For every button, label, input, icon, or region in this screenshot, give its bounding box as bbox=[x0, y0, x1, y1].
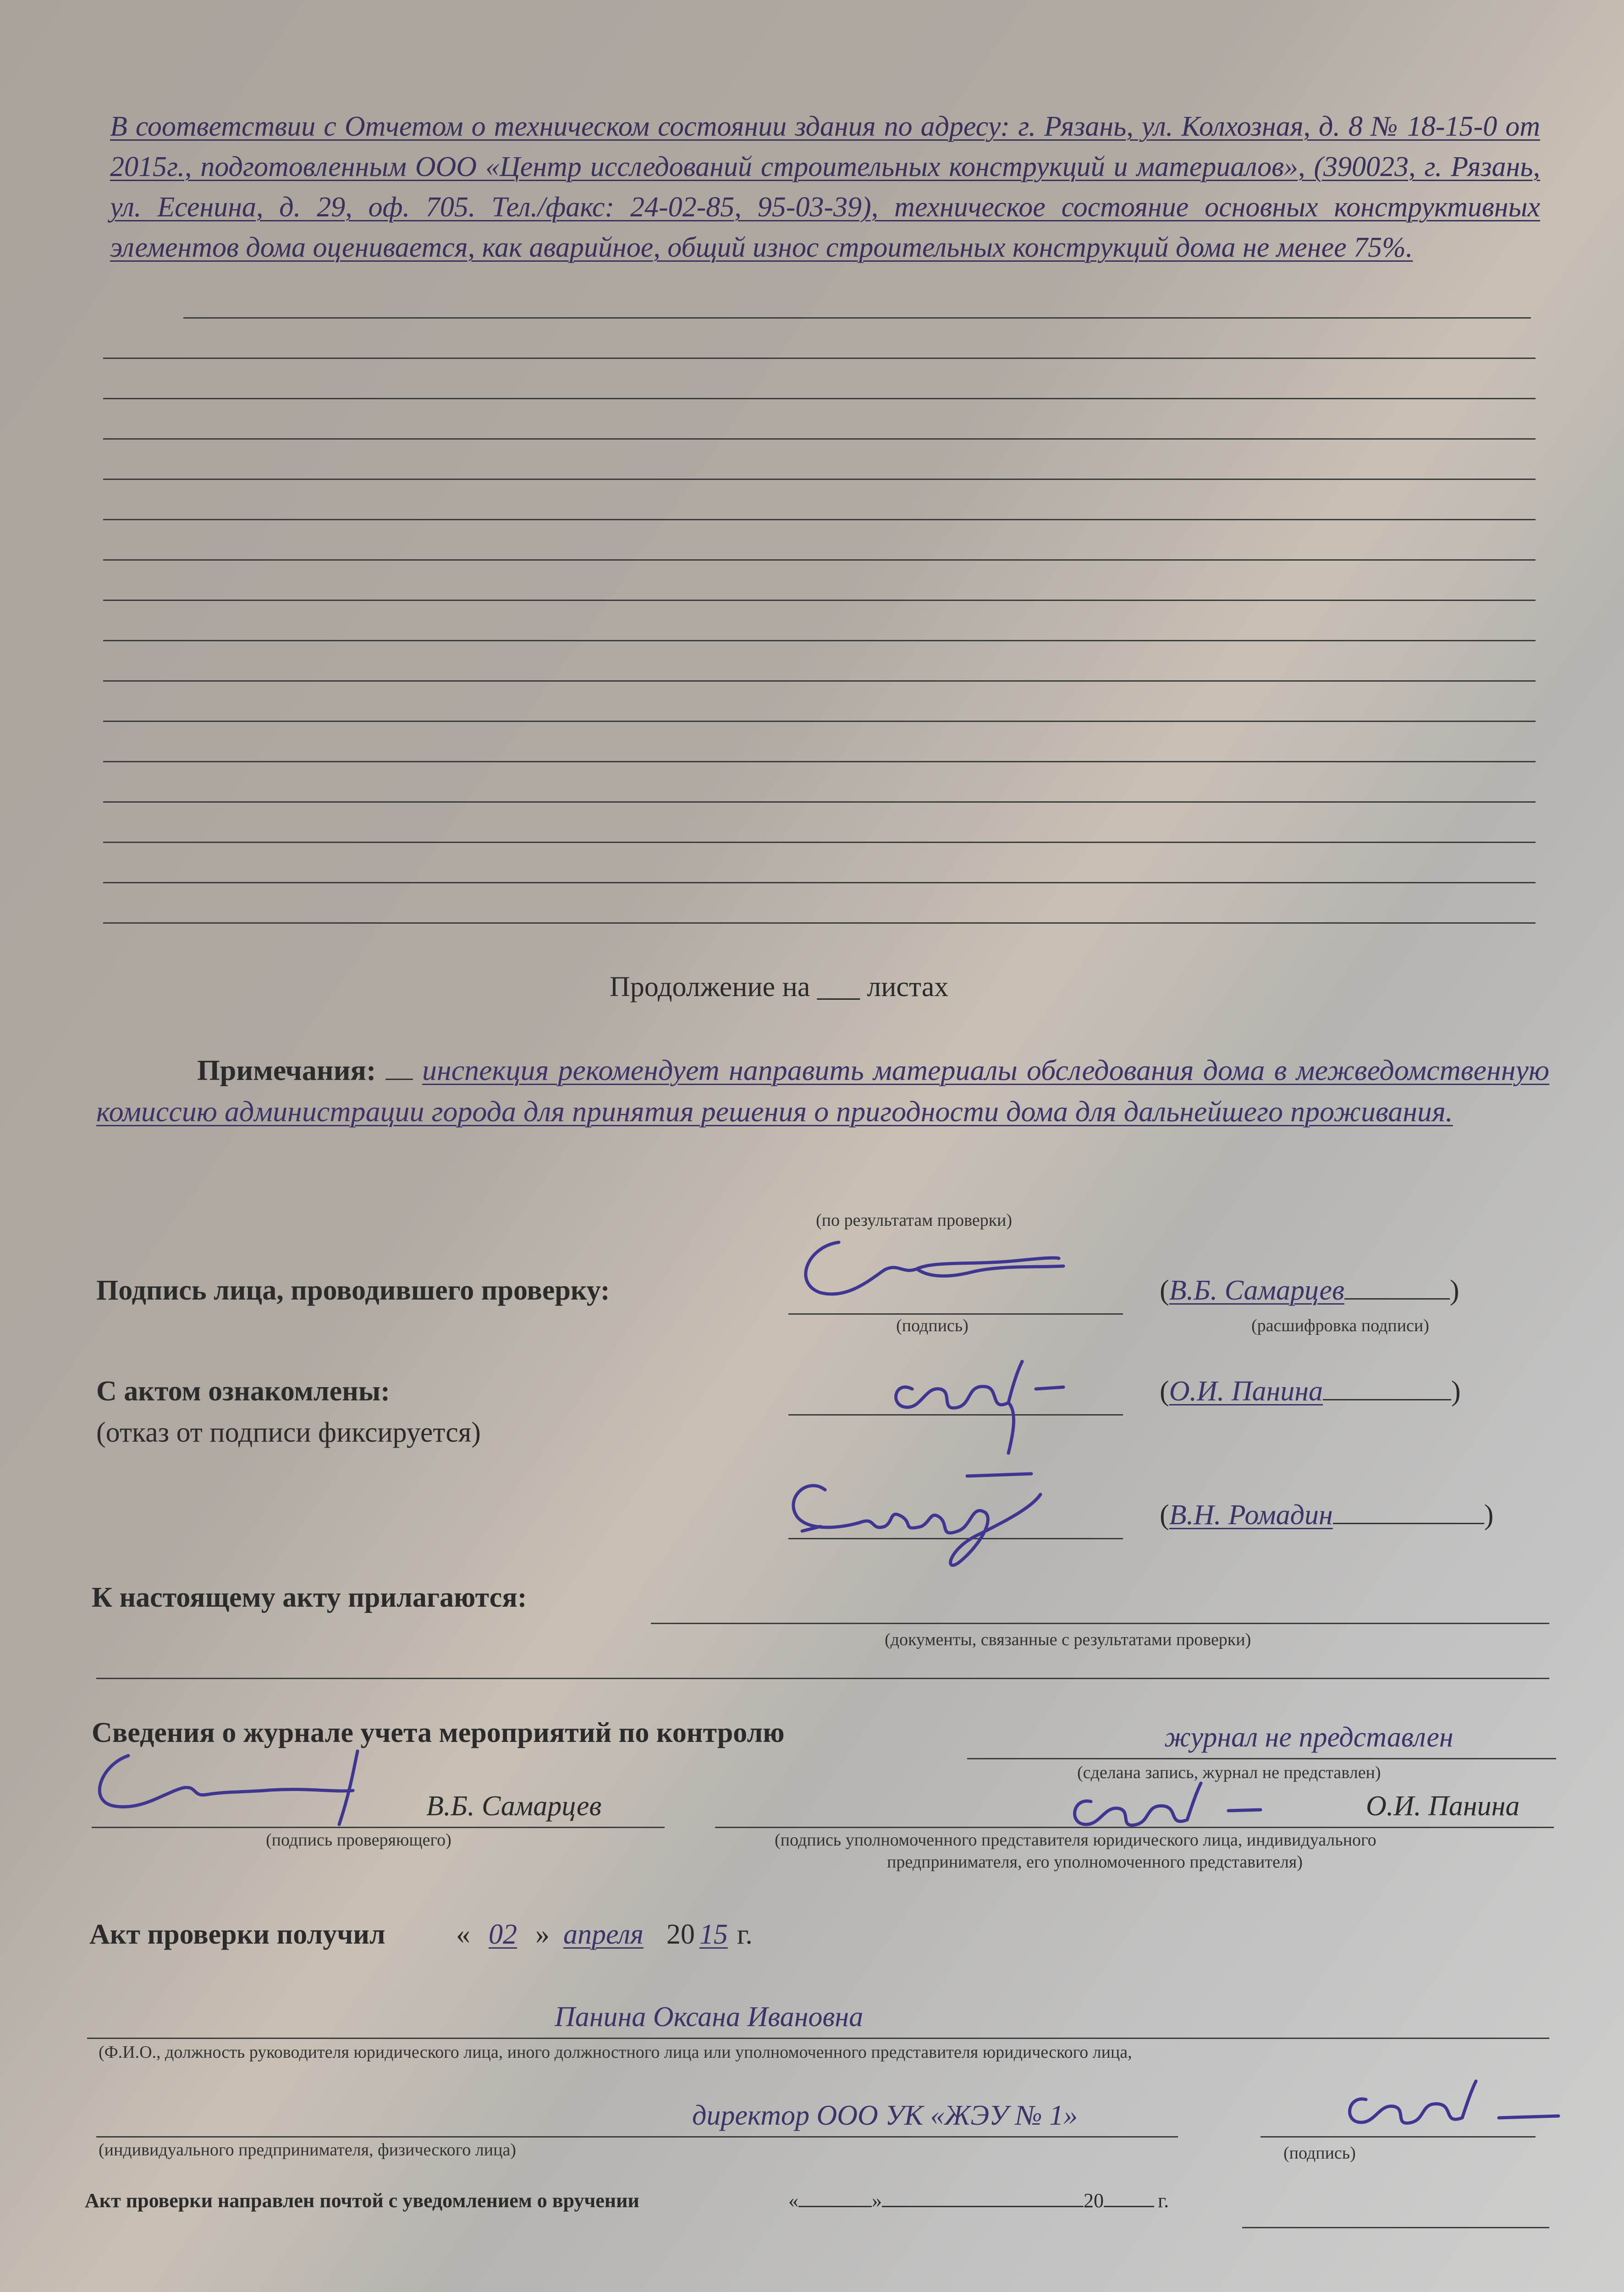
received-year-prefix: 20 bbox=[666, 1919, 695, 1950]
acquainted-label: С актом ознакомлены: bbox=[96, 1376, 390, 1407]
journal-line bbox=[967, 1758, 1556, 1759]
position-line bbox=[96, 2136, 1178, 2138]
received-signature-line bbox=[1261, 2136, 1536, 2138]
acquainted-name-1: О.И. Панина bbox=[1169, 1376, 1323, 1407]
inspector-name: В.Б. Самарцев bbox=[1169, 1275, 1344, 1306]
journal-caption: (сделана запись, журнал не представлен) bbox=[1077, 1763, 1381, 1782]
panina-signature bbox=[871, 1343, 1100, 1444]
romadin-signature bbox=[756, 1458, 1077, 1586]
attachments-line bbox=[651, 1623, 1549, 1624]
person-line bbox=[87, 2038, 1549, 2039]
signature-line bbox=[92, 1827, 665, 1828]
received-day: 02 bbox=[489, 1919, 517, 1950]
attachments-label: К настоящему акту прилагаются: bbox=[92, 1582, 527, 1613]
inspector-caption: (подпись проверяющего) bbox=[266, 1830, 451, 1850]
journal-value: журнал не представлен bbox=[1164, 1722, 1453, 1753]
panina-name-field: (О.И. Панина ) bbox=[1160, 1376, 1461, 1407]
inspector-signature-2 bbox=[78, 1747, 390, 1829]
continuation-text: Продолжение на ___ листах bbox=[610, 971, 949, 1003]
received-position: директор ООО УК «ЖЭУ № 1» bbox=[692, 2100, 1078, 2131]
representative-caption-1: (подпись уполномоченного представителя юридического лица, индивидуального bbox=[775, 1830, 1376, 1850]
received-year-unit: г. bbox=[737, 1919, 753, 1950]
blank-line bbox=[183, 317, 1531, 319]
received-person: Панина Оксана Ивановна bbox=[555, 2001, 864, 2033]
received-person-caption: (Ф.И.О., должность руководителя юридического лица, иного должностного лица или уполномоченного представителя юридического лица, bbox=[99, 2043, 1132, 2062]
mailed-year-unit: г. bbox=[1158, 2189, 1169, 2212]
received-date: « 02 » апреля 20 15 г. bbox=[456, 1919, 753, 1950]
acquainted-sublabel: (отказ от подписи фиксируется) bbox=[96, 1417, 481, 1448]
mailed-year-prefix: 20 bbox=[1084, 2189, 1104, 2212]
journal-label: Сведения о журнале учета мероприятий по контролю bbox=[92, 1717, 785, 1748]
position-caption: (индивидуального предпринимателя, физического лица) bbox=[99, 2140, 516, 2160]
notes-text: инспекция рекомендует направить материалы обследования дома в межведомственную комиссию администрации города для принятия решения о пригодности дома для дальнейшего проживания. bbox=[96, 1054, 1550, 1128]
inspector-name-field: (В.Б. Самарцев ) bbox=[1160, 1275, 1459, 1306]
romadin-name-field: (В.Н. Ромадин ) bbox=[1160, 1499, 1494, 1531]
journal-inspector-name: В.Б. Самарцев bbox=[426, 1791, 602, 1822]
panina-signature-3 bbox=[1329, 2072, 1577, 2141]
mailed-label: Акт проверки направлен почтой с уведомлением о вручении bbox=[85, 2189, 639, 2212]
mailed-date: « » 20 г. bbox=[788, 2189, 1169, 2212]
inspection-findings-text: В соответствии с Отчетом о техническом состоянии здания по адресу: г. Рязань, ул. Колхозная, д. 8 № 18-15-0 от 2015г., подготовленным ООО «Центр исследований строительных конструкций и материалов», (390023, г. Рязань, ул. Есенина, д. 29, оф. 705. Тел./факс: 24-02-85, 95-03-39), техническое состояние основных конструктивных элементов дома оценивается, как аварийное, общий износ строительных конструкций дома не менее 75%. bbox=[110, 111, 1540, 263]
acquainted-name-2: В.Н. Ромадин bbox=[1169, 1499, 1333, 1531]
received-year: 15 bbox=[699, 1919, 728, 1950]
signature-caption: (подпись) bbox=[896, 1316, 969, 1335]
name-decoding-caption: (расшифровка подписи) bbox=[1251, 1316, 1429, 1335]
inspector-signature-label: Подпись лица, проводившего проверку: bbox=[96, 1275, 610, 1306]
notes-caption: (по результатам проверки) bbox=[816, 1211, 1013, 1230]
mailed-signature-line bbox=[1242, 2227, 1549, 2228]
received-signature-caption: (подпись) bbox=[1283, 2143, 1356, 2163]
received-label: Акт проверки получил bbox=[89, 1919, 385, 1950]
signature-line bbox=[715, 1827, 1554, 1828]
attachments-caption: (документы, связанные с результатами проверки) bbox=[885, 1630, 1251, 1649]
journal-representative-name: О.И. Панина bbox=[1366, 1791, 1520, 1822]
notes-block bbox=[96, 1050, 1549, 1132]
representative-caption-2: предпринимателя, его уполномоченного представителя) bbox=[887, 1852, 1303, 1872]
notes-label: Примечания: bbox=[197, 1054, 376, 1086]
attachments-line-2 bbox=[96, 1678, 1549, 1679]
inspector-signature bbox=[779, 1215, 1100, 1316]
received-month: апреля bbox=[563, 1919, 644, 1950]
